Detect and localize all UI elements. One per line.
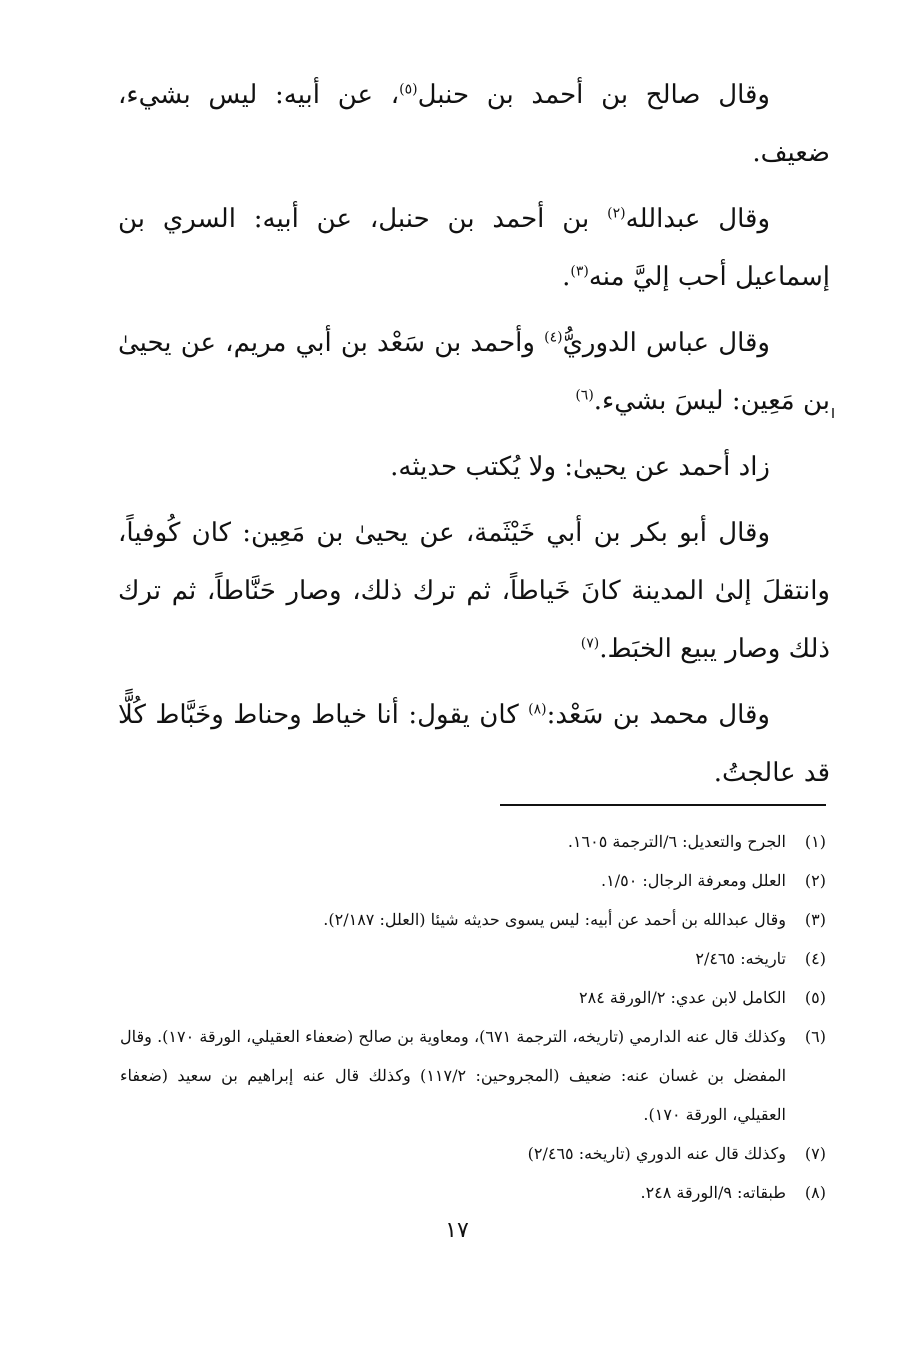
footnote-number: (٧) bbox=[804, 1144, 826, 1163]
footnote-marker: (٥) bbox=[399, 81, 418, 98]
footnote-1 bbox=[120, 822, 826, 861]
margin-mark bbox=[832, 408, 834, 418]
footnote-text: العلل ومعرفة الرجال: ١/٥٠. bbox=[601, 871, 786, 890]
footnote-number: (٤) bbox=[804, 949, 826, 968]
footnote-text: وقال عبدالله بن أحمد عن أبيه: ليس يسوى حديثه شيئا (العلل: ٢/١٨٧). bbox=[323, 910, 786, 929]
footnote-marker: (٣) bbox=[570, 263, 589, 280]
footnote-4 bbox=[120, 939, 826, 978]
footnote-text: تاريخه: ٢/٤٦٥ bbox=[695, 949, 786, 968]
paragraph-2 bbox=[118, 190, 830, 306]
paragraph-6-text-cont: كان يقول: أنا خياط وحناط وخَبَّاط كُلًّا قد عالجتُ. bbox=[118, 700, 830, 788]
footnote-text: الجرح والتعديل: ٦/الترجمة ١٦٠٥. bbox=[567, 832, 786, 851]
footnote-2 bbox=[120, 861, 826, 900]
footnote-text: طبقاته: ٩/الورقة ٢٤٨. bbox=[640, 1183, 786, 1202]
paragraph-6 bbox=[118, 686, 830, 802]
footnote-marker: (٨) bbox=[528, 701, 547, 718]
footnote-3 bbox=[120, 900, 826, 939]
paragraph-1-text: وقال صالح بن أحمد بن حنبل bbox=[417, 80, 770, 110]
paragraph-2-text-end: . bbox=[562, 262, 571, 292]
main-text bbox=[118, 66, 830, 810]
paragraph-6-text: وقال محمد بن سَعْد: bbox=[546, 700, 770, 730]
footnote-marker: (٧) bbox=[580, 635, 600, 652]
paragraph-3 bbox=[118, 314, 830, 430]
paragraph-2-text-cont: بن أحمد بن حنبل، عن أبيه: السري بن إسماعيل أحب إليَّ منه bbox=[118, 204, 830, 292]
paragraph-3-text: وقال عباس الدوريُّ bbox=[562, 328, 770, 358]
footnote-text: وكذلك قال عنه الدارمي (تاريخه، الترجمة ٦٧١)، ومعاوية بن صالح (ضعفاء العقيلي، الورقة ١٧٠). وقال المفضل بن غسان عنه: ضعيف (المجروحين: ١١٧/٢) وكذلك قال عنه إبراهيم بن سعيد (ضعفاء العقيلي، الورقة ١٧٠). bbox=[120, 1027, 787, 1124]
footnote-6 bbox=[120, 1017, 826, 1134]
footnote-number: (٥) bbox=[804, 988, 826, 1007]
footnote-number: (٦) bbox=[804, 1027, 826, 1046]
footnote-marker: (٢) bbox=[607, 205, 626, 222]
footnote-number: (٨) bbox=[804, 1183, 826, 1202]
footnote-number: (٢) bbox=[804, 871, 826, 890]
footnote-text: الكامل لابن عدي: ٢/الورقة ٢٨٤ bbox=[579, 988, 786, 1007]
footnote-marker: (٦) bbox=[575, 387, 594, 404]
footnote-separator bbox=[500, 804, 826, 806]
footnote-text: وكذلك قال عنه الدوري (تاريخه: ٢/٤٦٥) bbox=[527, 1144, 786, 1163]
paragraph-4 bbox=[118, 438, 830, 496]
footnotes bbox=[120, 822, 826, 1212]
footnote-5 bbox=[120, 978, 826, 1017]
paragraph-4-text: زاد أحمد عن يحيىٰ: ولا يُكتب حديثه. bbox=[390, 452, 770, 482]
footnote-marker: (٤) bbox=[544, 329, 563, 346]
paragraph-5-text: وقال أبو بكر بن أبي خَيْثَمة، عن يحيىٰ بن مَعِين: كان كُوفياً، وانتقلَ إلىٰ المدينة كانَ خَياطاً، ثم ترك ذلك، وصار حَنَّاطاً، ثم ترك ذلك وصار يبيع الخبَط. bbox=[118, 518, 830, 664]
footnote-number: (٣) bbox=[804, 910, 826, 929]
footnote-7 bbox=[120, 1134, 826, 1173]
paragraph-1-text-cont: ، عن أبيه: ليس بشيء، ضعيف. bbox=[118, 80, 830, 168]
page-number: ١٧ bbox=[445, 1218, 469, 1243]
paragraph-1 bbox=[118, 66, 830, 182]
paragraph-5 bbox=[118, 504, 830, 678]
footnote-number: (١) bbox=[804, 832, 826, 851]
paragraph-2-text: وقال عبدالله bbox=[625, 204, 771, 234]
paragraph-3-text-cont: وأحمد بن سَعْد بن أبي مريم، عن يحيىٰ بن مَعِين: ليسَ بشيء. bbox=[118, 328, 830, 416]
footnote-8 bbox=[120, 1173, 826, 1212]
